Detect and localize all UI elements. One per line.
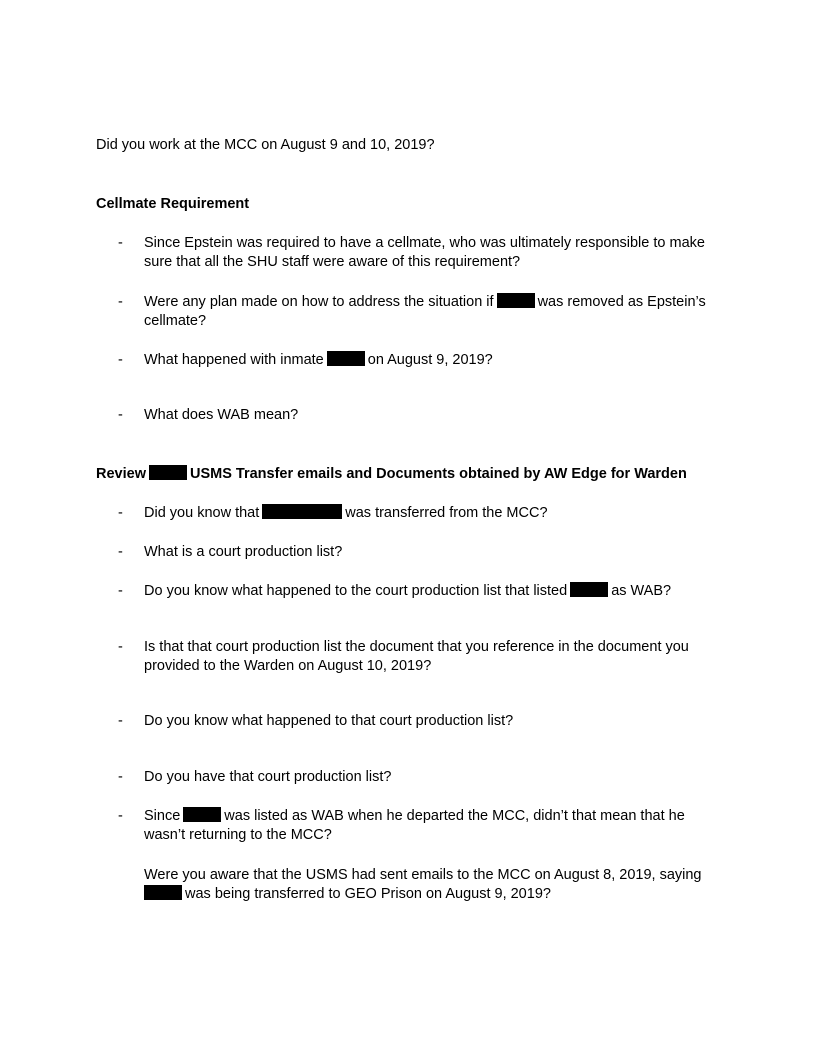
- question-line: Do you have that court production list?: [144, 769, 392, 785]
- question-line: Is that that court production list the document that you reference in the document you: [144, 639, 689, 655]
- question-text: as WAB?: [611, 583, 672, 599]
- question-line: sure that all the SHU staff were aware of this requirement?: [144, 254, 521, 270]
- section-heading-review: [96, 465, 687, 484]
- question-line: What does WAB mean?: [144, 407, 299, 423]
- question-text: Since: [144, 808, 181, 824]
- question-line: Do you know what happened to that court production list?: [144, 713, 514, 729]
- question-line: What is a court production list?: [144, 544, 343, 560]
- question-text: What happened with inmate: [144, 352, 324, 368]
- question-text: was removed as Epstein’s: [537, 294, 706, 310]
- bullet-dash: -: [118, 583, 123, 599]
- redaction-box: [497, 293, 535, 308]
- heading-text: USMS Transfer emails and Documents obtained by AW Edge for Warden: [189, 466, 687, 482]
- question-with-redaction: [144, 885, 551, 904]
- redaction-box: [183, 807, 221, 822]
- question-with-redaction: [144, 351, 493, 370]
- bullet-dash: -: [118, 808, 123, 824]
- bullet-dash: -: [118, 407, 123, 423]
- question-line: Since Epstein was required to have a cellmate, who was ultimately responsible to make: [144, 235, 705, 251]
- bullet-dash: -: [118, 769, 123, 785]
- question-line: cellmate?: [144, 313, 207, 329]
- heading-text: Review: [96, 466, 146, 482]
- bullet-dash: -: [118, 294, 123, 310]
- redaction-box: [149, 465, 187, 480]
- question-text: was transferred from the MCC?: [345, 505, 548, 521]
- redaction-box: [144, 885, 182, 900]
- bullet-dash: -: [118, 235, 123, 251]
- question-with-redaction: [144, 807, 685, 826]
- bullet-dash: -: [118, 544, 123, 560]
- question-text: Were any plan made on how to address the situation if: [144, 294, 494, 310]
- question-text: Do you know what happened to the court production list that listed: [144, 583, 568, 599]
- bullet-dash: -: [118, 505, 123, 521]
- question-with-redaction: [144, 504, 548, 523]
- bullet-dash: -: [118, 713, 123, 729]
- question-text: was listed as WAB when he departed the MCC, didn’t that mean that he: [224, 808, 685, 824]
- redaction-box: [570, 582, 608, 597]
- question-text: was being transferred to GEO Prison on August 9, 2019?: [185, 886, 551, 902]
- question-line: provided to the Warden on August 10, 2019?: [144, 658, 432, 674]
- section-heading-cellmate: Cellmate Requirement: [96, 196, 250, 212]
- question-text: on August 9, 2019?: [367, 352, 493, 368]
- redaction-box: [262, 504, 342, 519]
- bullet-dash: -: [118, 352, 123, 368]
- question-line: Were you aware that the USMS had sent emails to the MCC on August 8, 2019, saying: [144, 867, 702, 883]
- question-text: Did you know that: [144, 505, 260, 521]
- bullet-dash: -: [118, 639, 123, 655]
- question-with-redaction: [144, 582, 671, 601]
- redaction-box: [327, 351, 365, 366]
- intro-question: Did you work at the MCC on August 9 and 10, 2019?: [96, 137, 435, 153]
- question-with-redaction: [144, 293, 706, 312]
- question-line: wasn’t returning to the MCC?: [144, 827, 332, 843]
